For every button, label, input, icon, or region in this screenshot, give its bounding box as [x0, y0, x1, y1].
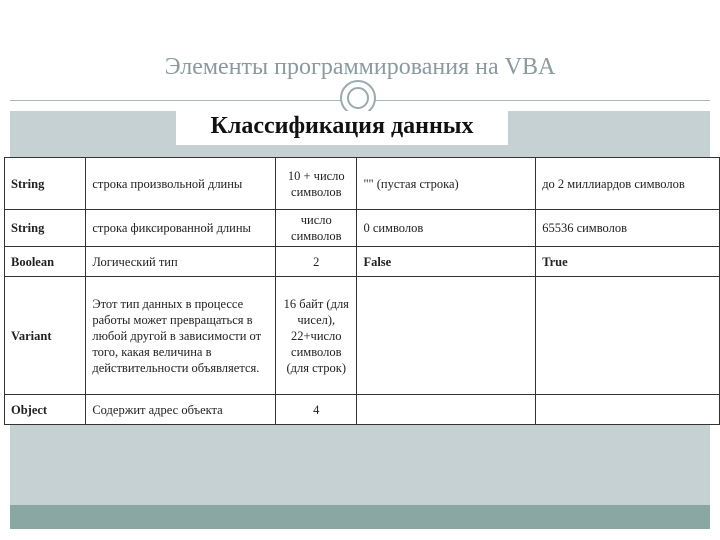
- table-row: [5, 158, 720, 210]
- table-row: [5, 247, 720, 277]
- description-cell: строка фиксированной длины: [86, 210, 276, 247]
- value-cell: "" (пустая строка): [357, 158, 536, 210]
- size-cell: 2: [276, 247, 357, 277]
- description-cell: Логический тип: [86, 247, 276, 277]
- table-row: [5, 210, 720, 247]
- value-cell: [357, 277, 536, 395]
- value-cell: False: [357, 247, 536, 277]
- table-row: [5, 395, 720, 425]
- size-cell: 10 + число символов: [276, 158, 357, 210]
- type-cell: String: [5, 210, 86, 247]
- type-cell: Variant: [5, 277, 86, 395]
- value-cell: 0 символов: [357, 210, 536, 247]
- description-cell: Этот тип данных в процессе работы может превращаться в любой другой в зависимости от того, какая величина в действительности объявляется.: [86, 277, 276, 395]
- size-cell: 4: [276, 395, 357, 425]
- type-cell: Boolean: [5, 247, 86, 277]
- table-row: [5, 277, 720, 395]
- description-cell: Содержит адрес объекта: [86, 395, 276, 425]
- description-cell: строка произвольной длины: [86, 158, 276, 210]
- range-cell: 65536 символов: [536, 210, 720, 247]
- range-cell: True: [536, 247, 720, 277]
- data-types-table: [4, 157, 720, 425]
- ring-inner: [347, 87, 369, 109]
- size-cell: 16 байт (для чисел), 22+число символов (для строк): [276, 277, 357, 395]
- type-cell: String: [5, 158, 86, 210]
- value-cell: [357, 395, 536, 425]
- range-cell: до 2 миллиардов символов: [536, 158, 720, 210]
- subtitle-box: [176, 111, 508, 145]
- range-cell: [536, 277, 720, 395]
- bottom-bar: [10, 505, 710, 529]
- range-cell: [536, 395, 720, 425]
- size-cell: число символов: [276, 210, 357, 247]
- type-cell: Object: [5, 395, 86, 425]
- slide-title: Элементы программирования на VBA: [164, 54, 556, 80]
- slide-subtitle: Классификация данных: [210, 113, 474, 139]
